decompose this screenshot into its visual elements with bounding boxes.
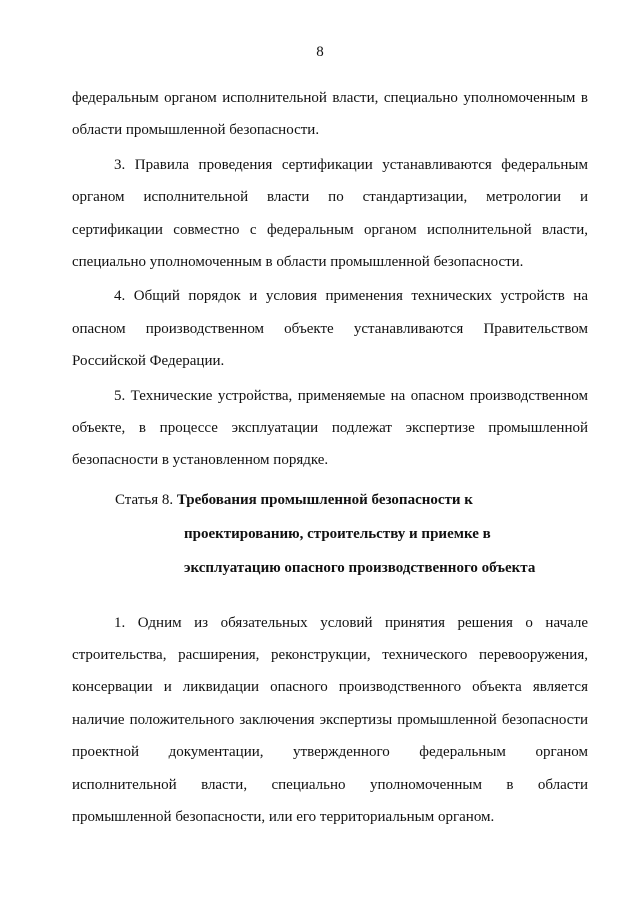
text-line: федеральным органом исполнительной власти, специально уполномоченным в [72, 90, 588, 106]
paragraph-continuation [72, 82, 588, 147]
text-line: промышленной безопасности, или его территориальным органом. [72, 809, 495, 826]
text-line: Российской Федерации. [72, 353, 225, 370]
text-line: 5. Технические устройства, применяемые на опасном производственном [114, 387, 588, 404]
document-body [72, 82, 588, 833]
text-line: объекте, в процессе эксплуатации подлежат экспертизе промышленной [72, 419, 588, 436]
article-title-line: Требования промышленной безопасности к [176, 491, 473, 508]
article-title-line: проектированию, строительству и приемке в [184, 525, 491, 542]
text-line: 4. Общий порядок и условия применения технических устройств на [114, 288, 588, 305]
text-line: 1. Одним из обязательных условий принятия решения о начале [114, 614, 588, 631]
paragraph-item-4 [72, 280, 588, 377]
text-line: 3. Правила проведения сертификации устанавливаются федеральным [114, 156, 588, 173]
text-line: области промышленной безопасности. [72, 122, 320, 139]
text-line: специально уполномоченным в области промышленной безопасности. [72, 253, 524, 270]
text-line: исполнительной власти, специально уполномоченным в области [72, 776, 588, 793]
article-heading [72, 483, 588, 585]
text-line: опасном производственном объекте устанавливаются Правительством [72, 320, 588, 337]
text-line: сертификации совместно с федеральным органом исполнительной власти, [72, 221, 588, 238]
text-line: проектной документации, утвержденного федеральным органом [72, 744, 588, 761]
paragraph-item-5 [72, 380, 588, 477]
article-label: Статья 8. [115, 491, 174, 508]
article-title-line: эксплуатацию опасного производственного объекта [184, 559, 536, 576]
text-line: наличие положительного заключения экспертизы промышленной безопасности [72, 711, 588, 728]
article-paragraph-item-1 [72, 607, 588, 834]
text-line: органом исполнительной власти по стандартизации, метрологии и [72, 189, 588, 206]
text-line: консервации и ликвидации опасного производственного объекта является [72, 679, 588, 696]
page-number: 8 [316, 44, 324, 60]
text-line: строительства, расширения, реконструкции, технического перевооружения, [72, 647, 588, 664]
paragraph-item-3 [72, 149, 588, 279]
text-line: безопасности в установленном порядке. [72, 452, 329, 469]
